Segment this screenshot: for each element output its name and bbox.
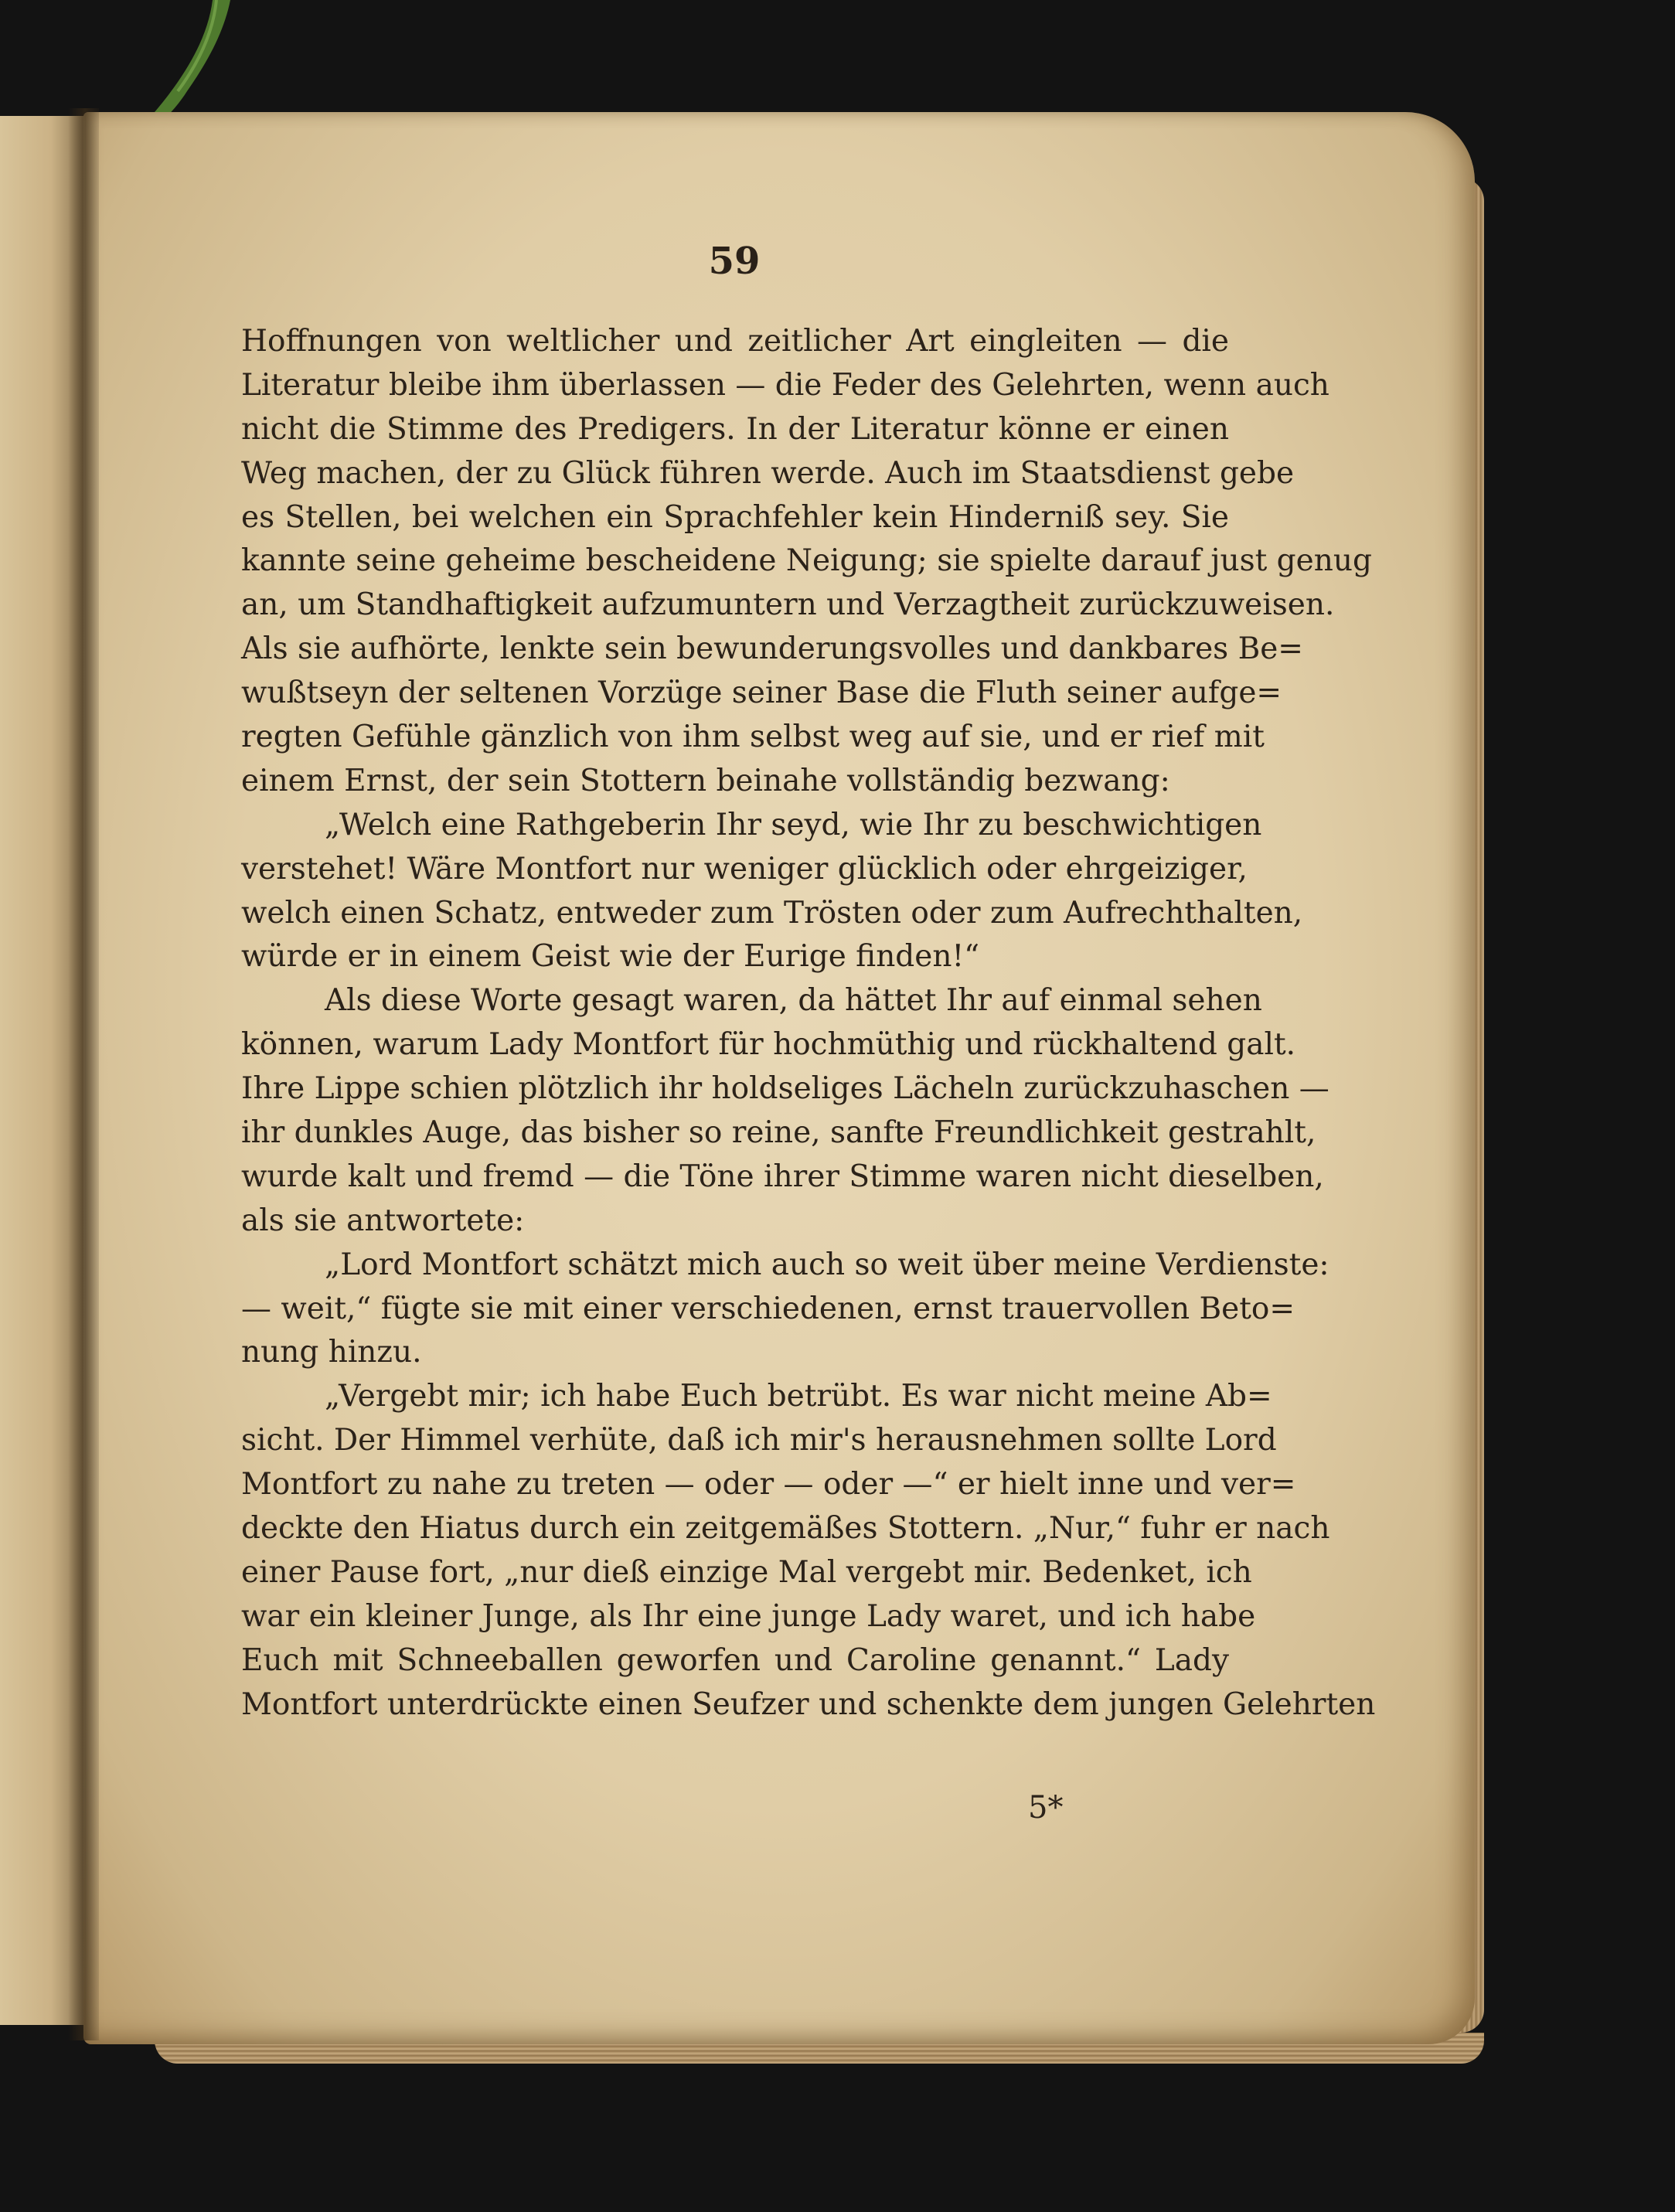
- text-line: können, warum Lady Montfort für hochmüthig und rückhaltend galt.: [241, 1027, 1296, 1063]
- text-line: Literatur bleibe ihm überlassen — die Feder des Gelehrten, wenn auch: [241, 367, 1329, 403]
- text-line: kannte seine geheime bescheidene Neigung; sie spielte darauf just genug: [241, 543, 1372, 579]
- text-line: nung hinzu.: [241, 1335, 422, 1370]
- text-line: Weg machen, der zu Glück führen werde. Auch im Staatsdienst gebe: [241, 455, 1295, 491]
- text-line: einem Ernst, der sein Stottern beinahe vollständig bezwang:: [241, 763, 1170, 798]
- page-number: 59: [708, 240, 761, 283]
- text-line: nicht die Stimme des Predigers. In der Literatur könne er einen: [241, 411, 1229, 447]
- text-line: regten Gefühle gänzlich von ihm selbst weg auf sie, und er rief mit: [241, 720, 1265, 755]
- text-line: — weit,“ fügte sie mit einer verschiedenen, ernst trauervollen Beto=: [241, 1291, 1295, 1326]
- text-line: „Welch eine Rathgeberin Ihr seyd, wie Ihr zu beschwichtigen: [325, 807, 1262, 842]
- text-line: welch einen Schatz, entweder zum Trösten oder zum Aufrechthalten,: [241, 895, 1303, 931]
- text-line: wurde kalt und fremd — die Töne ihrer Stimme waren nicht dieselben,: [241, 1159, 1324, 1194]
- text-line: „Lord Montfort schätzt mich auch so weit über meine Verdienste:: [325, 1247, 1329, 1282]
- text-line: sicht. Der Himmel verhüte, daß ich mir's herausnehmen sollte Lord: [241, 1423, 1277, 1458]
- body-text: [241, 320, 1376, 1727]
- text-line: Montfort zu nahe zu treten — oder — oder —“ er hielt inne und ver=: [241, 1467, 1296, 1502]
- text-line: es Stellen, bei welchen ein Sprachfehler kein Hinderniß sey. Sie: [241, 499, 1229, 535]
- binding-gutter: [68, 108, 99, 2040]
- text-line: Euch mit Schneeballen geworfen und Caroline genannt.“ Lady: [241, 1642, 1229, 1678]
- text-line: Als diese Worte gesagt waren, da hättet Ihr auf einmal sehen: [325, 983, 1262, 1019]
- text-line: Als sie aufhörte, lenkte sein bewunderungsvolles und dankbares Be=: [241, 631, 1303, 667]
- text-line: würde er in einem Geist wie der Eurige finden!“: [241, 939, 980, 975]
- text-line: war ein kleiner Junge, als Ihr eine junge Lady waret, und ich habe: [241, 1598, 1256, 1634]
- text-line: Ihre Lippe schien plötzlich ihr holdseliges Lächeln zurückzuhaschen —: [241, 1071, 1329, 1107]
- signature-mark: 5*: [1028, 1790, 1064, 1826]
- text-line: deckte den Hiatus durch ein zeitgemäßes Stottern. „Nur,“ fuhr er nach: [241, 1511, 1330, 1547]
- text-line: ihr dunkles Auge, das bisher so reine, sanfte Freundlichkeit gestrahlt,: [241, 1115, 1316, 1151]
- text-line: wußtseyn der seltenen Vorzüge seiner Base die Fluth seiner aufge=: [241, 676, 1282, 711]
- text-line: als sie antwortete:: [241, 1203, 525, 1238]
- text-line: Hoffnungen von weltlicher und zeitlicher Art eingleiten — die: [241, 324, 1229, 359]
- text-line: an, um Standhaftigkeit aufzumuntern und Verzagtheit zurückzuweisen.: [241, 587, 1335, 623]
- text-line: einer Pause fort, „nur dieß einzige Mal vergebt mir. Bedenket, ich: [241, 1554, 1252, 1590]
- text-line: verstehet! Wäre Montfort nur weniger glücklich oder ehrgeiziger,: [241, 851, 1248, 887]
- text-line: „Vergebt mir; ich habe Euch betrübt. Es war nicht meine Ab=: [325, 1379, 1272, 1414]
- text-line: Montfort unterdrückte einen Seufzer und schenkte dem jungen Gelehrten: [241, 1686, 1376, 1722]
